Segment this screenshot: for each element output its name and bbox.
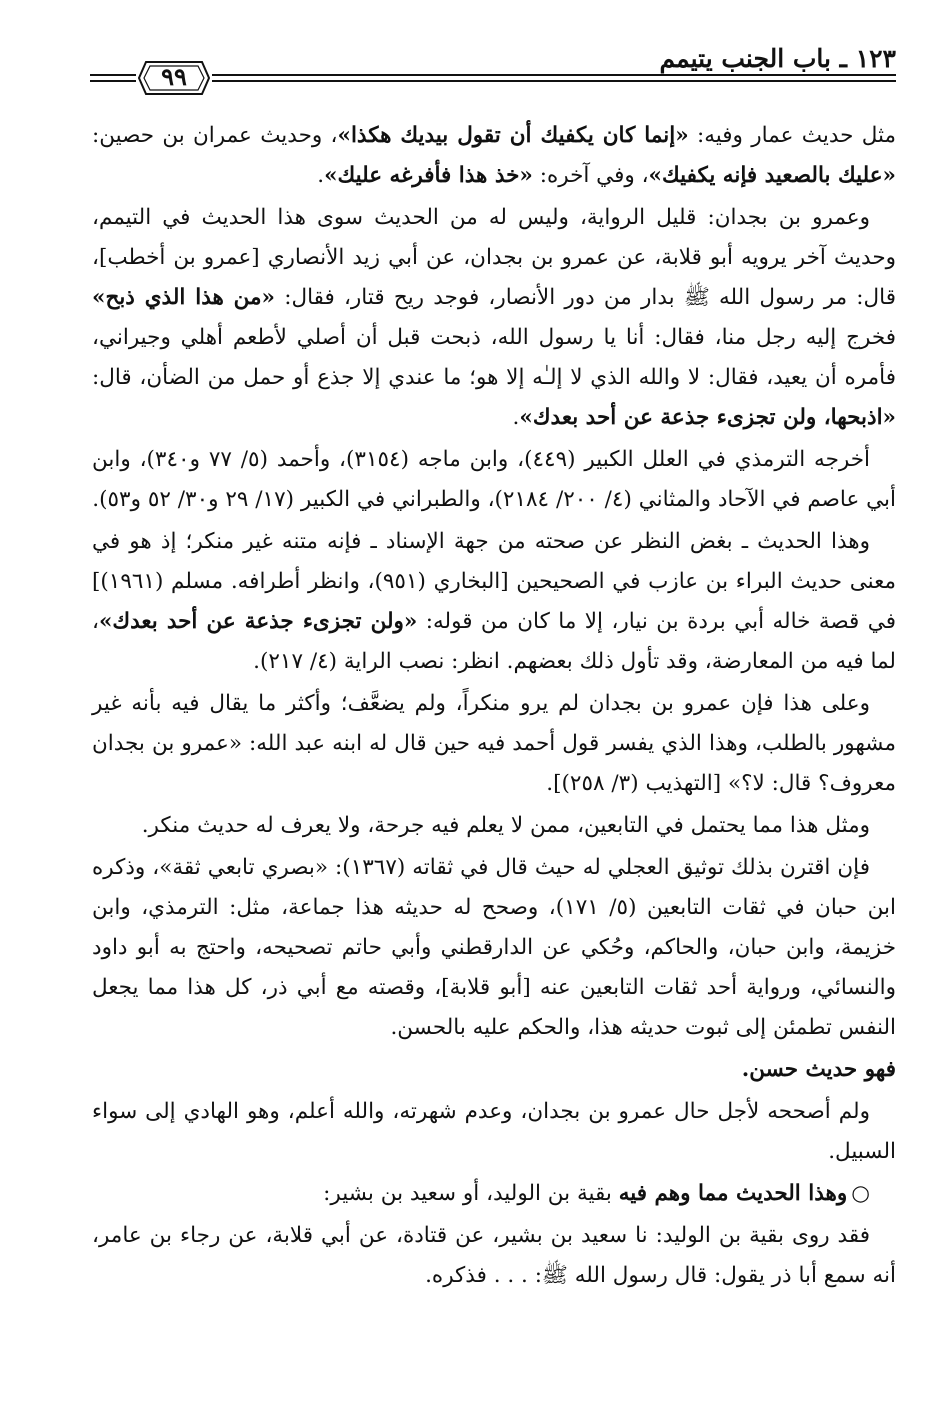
text-run: فقد روى بقية بن الوليد: نا سعيد بن بشير، عن قتادة، عن أبي قلابة، عن رجاء بن عامر، أنه سمع أبا ذر يقول: قال رسول الله ﷺ: . . . فذكره. — [92, 1223, 896, 1288]
text-run: مثل حديث عمار وفيه: — [688, 123, 896, 148]
paragraph — [92, 1050, 896, 1090]
main-text — [92, 116, 896, 1298]
paragraph — [92, 440, 896, 520]
text-run: ، وفي آخره: — [532, 163, 649, 188]
paragraph — [92, 116, 896, 196]
text-run: بقية بن الوليد، أو سعيد بن بشير: — [323, 1181, 619, 1206]
quoted-text: «خذ هذا فأفرغه عليك» — [324, 163, 533, 188]
page-number: ٩٩ — [161, 62, 187, 91]
header-rule — [90, 74, 136, 76]
text-run: ، وحديث عمران بن حصين: — [92, 123, 338, 148]
paragraph — [92, 522, 896, 682]
paragraph — [92, 684, 896, 804]
header-rule — [90, 80, 136, 82]
paragraph — [92, 1092, 896, 1172]
quoted-text: «ولن تجزىء جذعة عن أحد بعدك» — [98, 609, 418, 634]
text-run: ولم أصححه لأجل حال عمرو بن بجدان، وعدم شهرته، والله أعلم، وهو الهادي إلى سواء السبيل. — [92, 1099, 896, 1164]
header-rule — [212, 74, 896, 76]
text-run: وهذا الحديث ـ بغض النظر عن صحته من جهة الإسناد ـ فإنه متنه غير منكر؛ إذ هو في معنى حديث البراء بن عازب في الصحيحين [البخاري (٩٥١)، وانظر أطرافه. مسلم (١٩٦١)] في قصة خاله أبي بردة بن نيار، إلا ما كان من قوله: — [92, 529, 896, 634]
text-run: . — [317, 163, 325, 188]
header-rule — [212, 80, 896, 82]
text-run: فخرج إليه رجل منا، فقال: أنا يا رسول الله، ذبحت قبل أن أصلي لأطعم أهلي وجيراني، فأمره أن يعيد، فقال: لا والله الذي لا إلـٰه إلا هو؛ ما عندي إلا جذع أو حمل من الضأن، قال: — [92, 325, 896, 390]
quoted-text: فهو حديث حسن. — [741, 1057, 896, 1082]
paragraph — [92, 198, 896, 438]
quoted-text: «عليك بالصعيد فإنه يكفيك» — [648, 163, 896, 188]
text-run: فإن اقترن بذلك توثيق العجلي له حيث قال في ثقاته (١٣٦٧): «بصري تابعي ثقة»، وذكره ابن حبان في ثقات التابعين (٥/ ١٧١)، وصحح له حديثه هذا جماعة، مثل: الترمذي، وابن خزيمة، وابن حبان، والحاكم، وحُكي عن الدارقطني وأبي حاتم تصحيحه، واحتج به أبو داود والنسائي، ورواية أحد ثقات التابعين عنه [أبو قلابة]، وقصته مع أبي ذر، كل هذا مما يجعل النفس تطمئن إلى ثبوت حديثه هذا، والحكم عليه بالحسن. — [92, 855, 896, 1040]
paragraph — [92, 848, 896, 1048]
paragraph — [92, 806, 896, 846]
bullet-icon: ○ — [851, 1181, 870, 1206]
quoted-text: «من هذا الذي ذبح» — [92, 285, 275, 310]
quoted-text: «اذبحها، ولن تجزىء جذعة عن أحد بعدك» — [519, 405, 896, 430]
running-header — [90, 40, 896, 104]
paragraph — [92, 1216, 896, 1296]
quoted-text: «إنما كان يكفيك أن تقول بيديك هكذا» — [337, 123, 689, 148]
text-run: وعمرو بن بجدان: قليل الرواية، وليس له من الحديث سوى هذا الحديث في التيمم، وحديث آخر يرويه أبو قلابة، عن عمرو بن بجدان، عن أبي زيد الأنصاري [عمرو بن أخطب]، قال: مر رسول الله ﷺ بدار من دور الأنصار، فوجد ريح قتار، فقال: — [92, 205, 896, 310]
text-run: أخرجه الترمذي في العلل الكبير (٤٤٩)، وابن ماجه (٣١٥٤)، وأحمد (٥/ ٧٧ و٣٤٠)، وابن أبي عاصم في الآحاد والمثاني (٤/ ٢٠٠/ ٢١٨٤)، والطبراني في الكبير (١٧/ ٢٩ و٣٠/ ٥٢ و٥٣). — [92, 447, 896, 512]
quoted-text: وهذا الحديث مما وهم فيه — [618, 1181, 848, 1206]
text-run: وعلى هذا فإن عمرو بن بجدان لم يرو منكراً، ولم يضعَّف؛ وأكثر ما يقال فيه بأنه غير مشهور بالطلب، وهذا الذي يفسر قول أحمد فيه حين قال له ابنه عبد الله: «عمرو بن بجدان معروف؟ قال: لا؟» [التهذيب (٣/ ٢٥٨)]. — [92, 691, 896, 796]
paragraph — [92, 1174, 896, 1214]
page-number-badge — [138, 60, 210, 96]
text-run: ومثل هذا مما يحتمل في التابعين، ممن لا يعلم فيه جرحة، ولا يعرف له حديث منكر. — [141, 813, 870, 838]
text-run: ، لما فيه من المعارضة، وقد تأول ذلك بعضهم. انظر: نصب الراية (٤/ ٢١٧). — [92, 609, 896, 674]
text-run: . — [512, 405, 520, 430]
chapter-title: ١٢٣ ـ باب الجنب يتيمم — [659, 44, 896, 73]
